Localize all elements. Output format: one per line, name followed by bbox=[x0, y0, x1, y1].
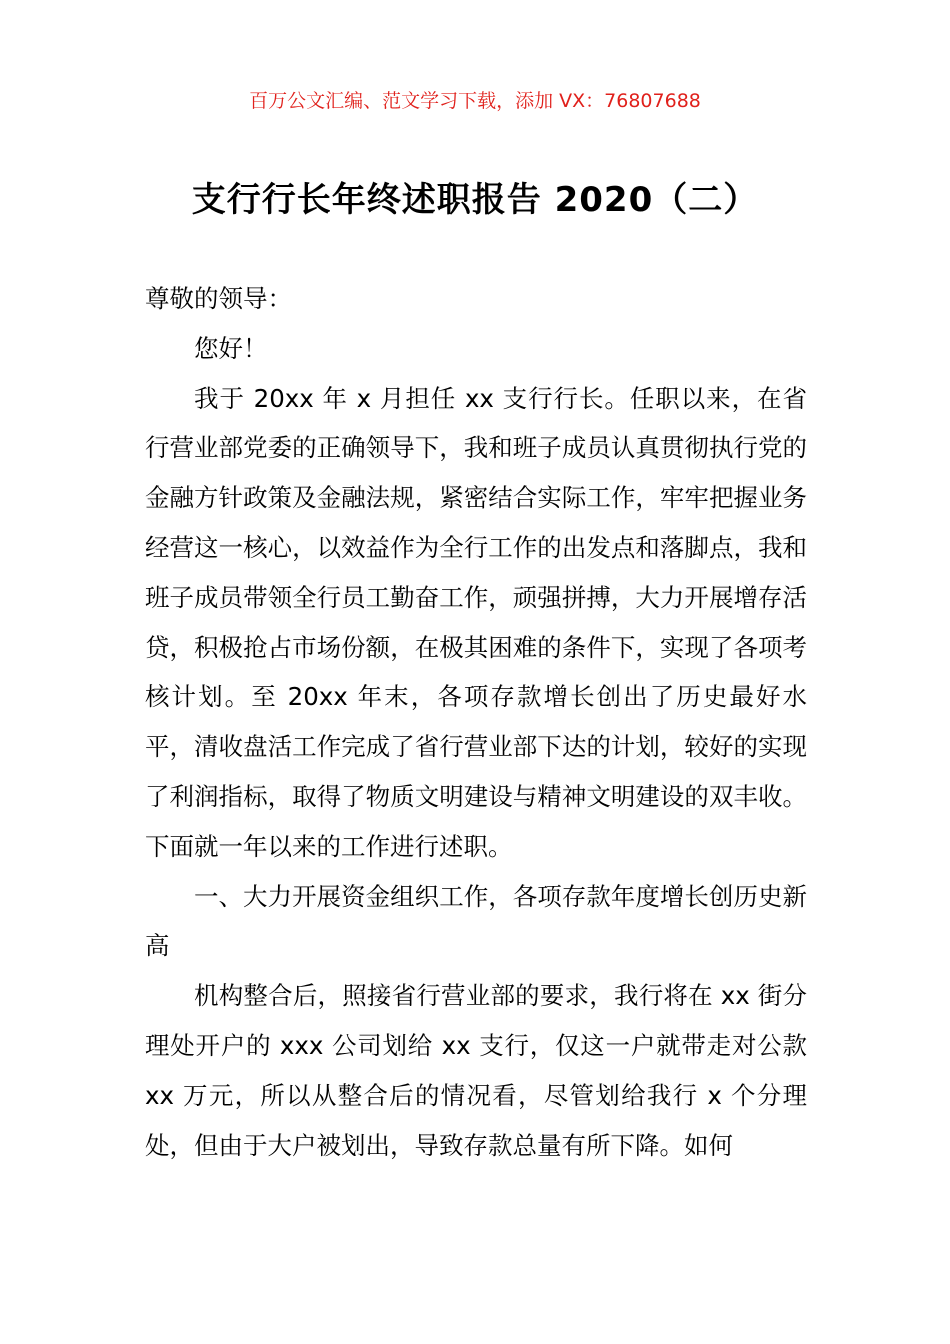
section-heading-1: 一、大力开展资金组织工作，各项存款年度增长创历史新高 bbox=[145, 881, 807, 961]
document-title: 支行行长年终述职报告 2020（二） bbox=[191, 180, 759, 220]
paragraph-intro: 我于 20xx 年 x 月担任 xx 支行行长。任职以来，在省行营业部党委的正确领导下，我和班子成员认真贯彻执行党的金融方针政策及金融法规，紧密结合实际工作，牢牢把握业务经营这一核心，以效益作为全行工作的出发点和落脚点，我和班子成员带领全行员工勤奋工作，顽强拼搏，大力开展增存活贷，积极抢占市场份额，在极其困难的条件下，实现了各项考核计划。至 20xx 年末，各项存款增长创出了历史最好水平，清收盘活工作完成了省行营业部下达的计划，较好的实现了利润指标，取得了物质文明建设与精神文明建设的双丰收。下面就一年以来的工作进行述职。 bbox=[145, 383, 807, 861]
download-banner: 百万公文汇编、范文学习下载，添加 VX：76807688 bbox=[249, 90, 701, 112]
document-body bbox=[145, 274, 807, 1170]
salutation: 尊敬的领导： bbox=[145, 284, 292, 313]
greeting: 您好！ bbox=[194, 333, 268, 363]
paragraph-section-1: 机构整合后，照接省行营业部的要求，我行将在 xx 街分理处开户的 xxx 公司划给 xx 支行，仅这一户就带走对公款 xx 万元，所以从整合后的情况看，尽管划给我行 x 个分理处，但由于大户被划出，导致存款总量有所下降。如何 bbox=[145, 981, 807, 1160]
